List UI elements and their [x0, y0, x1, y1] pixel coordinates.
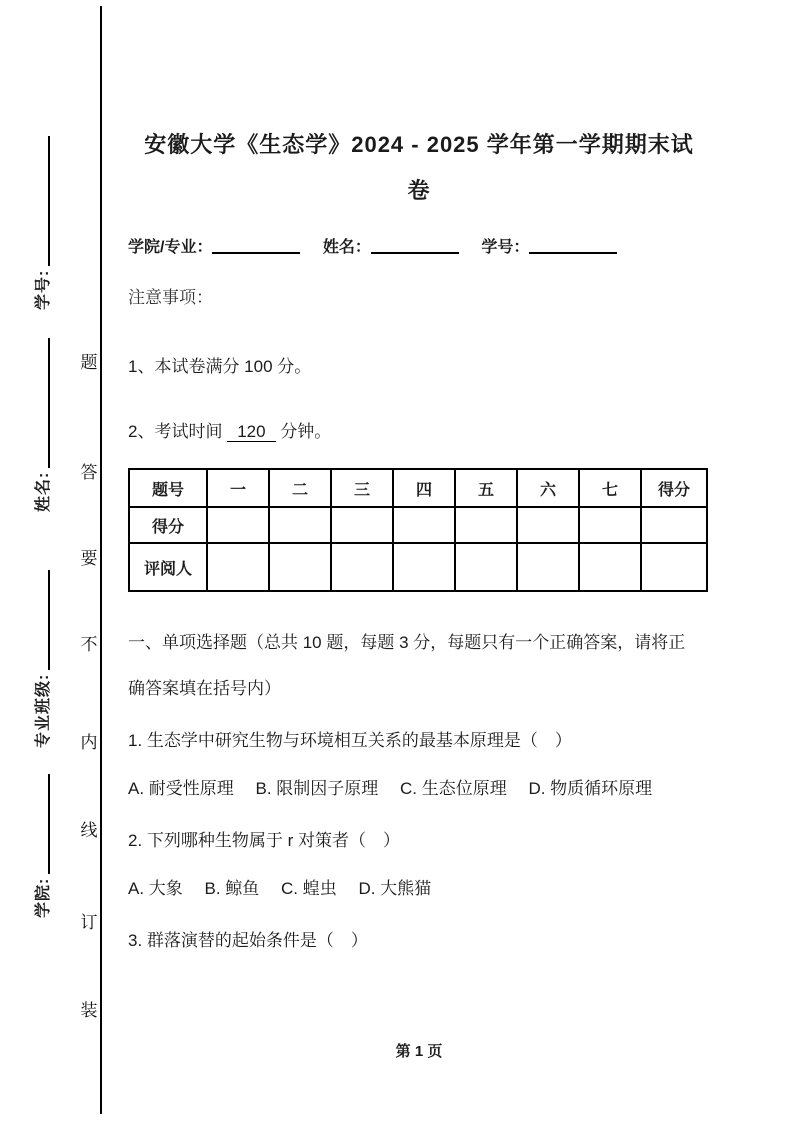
examiner-cell [517, 543, 579, 591]
note-item-1: 1、本试卷满分 100 分。 [128, 357, 312, 376]
examiner-cell [331, 543, 393, 591]
fill-blank [36, 774, 50, 874]
margin-field-label: 学院: [35, 877, 52, 918]
note-item-2-prefix: 2、考试时间 [128, 422, 223, 441]
examiner-cell [641, 543, 707, 591]
question-2-options: A. 大象 B. 鲸鱼 C. 蝗虫 D. 大熊猫 [128, 879, 432, 898]
margin-field-name [30, 338, 53, 512]
examiner-cell [207, 543, 269, 591]
note-item-2-suffix: 分钟。 [280, 422, 332, 441]
info-label: 学院/专业： [128, 239, 213, 256]
info-group-name [323, 239, 459, 256]
score-table-header-cell: 二 [269, 469, 331, 507]
fill-blank [36, 136, 50, 266]
examiner-cell [579, 543, 641, 591]
seal-char: 题 [80, 353, 98, 372]
seal-char: 不 [80, 635, 98, 654]
score-table-header-cell: 一 [207, 469, 269, 507]
page-title [128, 122, 710, 214]
fill-blank [36, 338, 50, 468]
score-table-header-cell: 三 [331, 469, 393, 507]
fill-blank [371, 240, 459, 254]
examiner-cell [455, 543, 517, 591]
score-table-header-cell: 七 [579, 469, 641, 507]
question-1-options: A. 耐受性原理 B. 限制因子原理 C. 生态位原理 D. 物质循环原理 [128, 779, 653, 798]
score-table-header-cell: 得分 [641, 469, 707, 507]
seal-char: 线 [80, 821, 98, 840]
section-title: 一、单项选择题（总共 10 题，每题 3 分，每题只有一个正确答案，请将正确答案填在括号内） [128, 633, 686, 698]
margin-field-college [30, 774, 53, 918]
score-table [128, 468, 708, 592]
question-1: 1. 生态学中研究生物与环境相互关系的最基本原理是（ ） [128, 731, 572, 750]
margin-field-student-id [30, 136, 53, 310]
fill-blank [529, 240, 617, 254]
page-title-line1: 安徽大学《生态学》2024 - 2025 学年第一学期期末试 [144, 132, 694, 157]
seal-char: 内 [80, 733, 98, 752]
score-cell [455, 507, 517, 543]
note-item-2 [128, 417, 710, 442]
seal-char: 答 [80, 463, 98, 482]
margin-field-label: 专业班级: [35, 673, 52, 748]
student-info-line [128, 234, 710, 257]
fill-blank [212, 240, 300, 254]
examiner-cell [269, 543, 331, 591]
score-row-label: 得分 [129, 507, 207, 543]
score-table-header-cell: 五 [455, 469, 517, 507]
score-table-header-row [129, 469, 707, 507]
score-cell [269, 507, 331, 543]
score-cell [393, 507, 455, 543]
score-table-examiner-row [129, 543, 707, 591]
score-table-header-cell: 题号 [129, 469, 207, 507]
binding-line [100, 6, 102, 1114]
page-title-line2: 卷 [407, 178, 431, 203]
score-cell [331, 507, 393, 543]
score-table-header-cell: 六 [517, 469, 579, 507]
question-3: 3. 群落演替的起始条件是（ ） [128, 931, 368, 950]
score-cell [641, 507, 707, 543]
exam-duration-value: 120 [227, 422, 275, 442]
examiner-row-label: 评阅人 [129, 543, 207, 591]
score-cell [207, 507, 269, 543]
info-group-college [128, 239, 300, 256]
score-cell [579, 507, 641, 543]
margin-field-label: 学号: [35, 269, 52, 310]
margin-field-label: 姓名: [35, 471, 52, 512]
seal-char: 要 [80, 549, 98, 568]
margin-field-class [30, 570, 53, 748]
info-label: 学号： [481, 239, 530, 256]
score-cell [517, 507, 579, 543]
page-number: 第 1 页 [395, 1043, 443, 1060]
info-group-id [481, 239, 617, 256]
exam-body [128, 0, 710, 964]
seal-char: 订 [80, 913, 98, 932]
seal-char: 装 [80, 1001, 98, 1020]
score-table-score-row [129, 507, 707, 543]
question-2: 2. 下列哪种生物属于 r 对策者（ ） [128, 831, 401, 850]
examiner-cell [393, 543, 455, 591]
score-table-header-cell: 四 [393, 469, 455, 507]
info-label: 姓名： [322, 239, 371, 256]
notes-heading: 注意事项： [128, 288, 213, 307]
fill-blank [36, 570, 50, 670]
